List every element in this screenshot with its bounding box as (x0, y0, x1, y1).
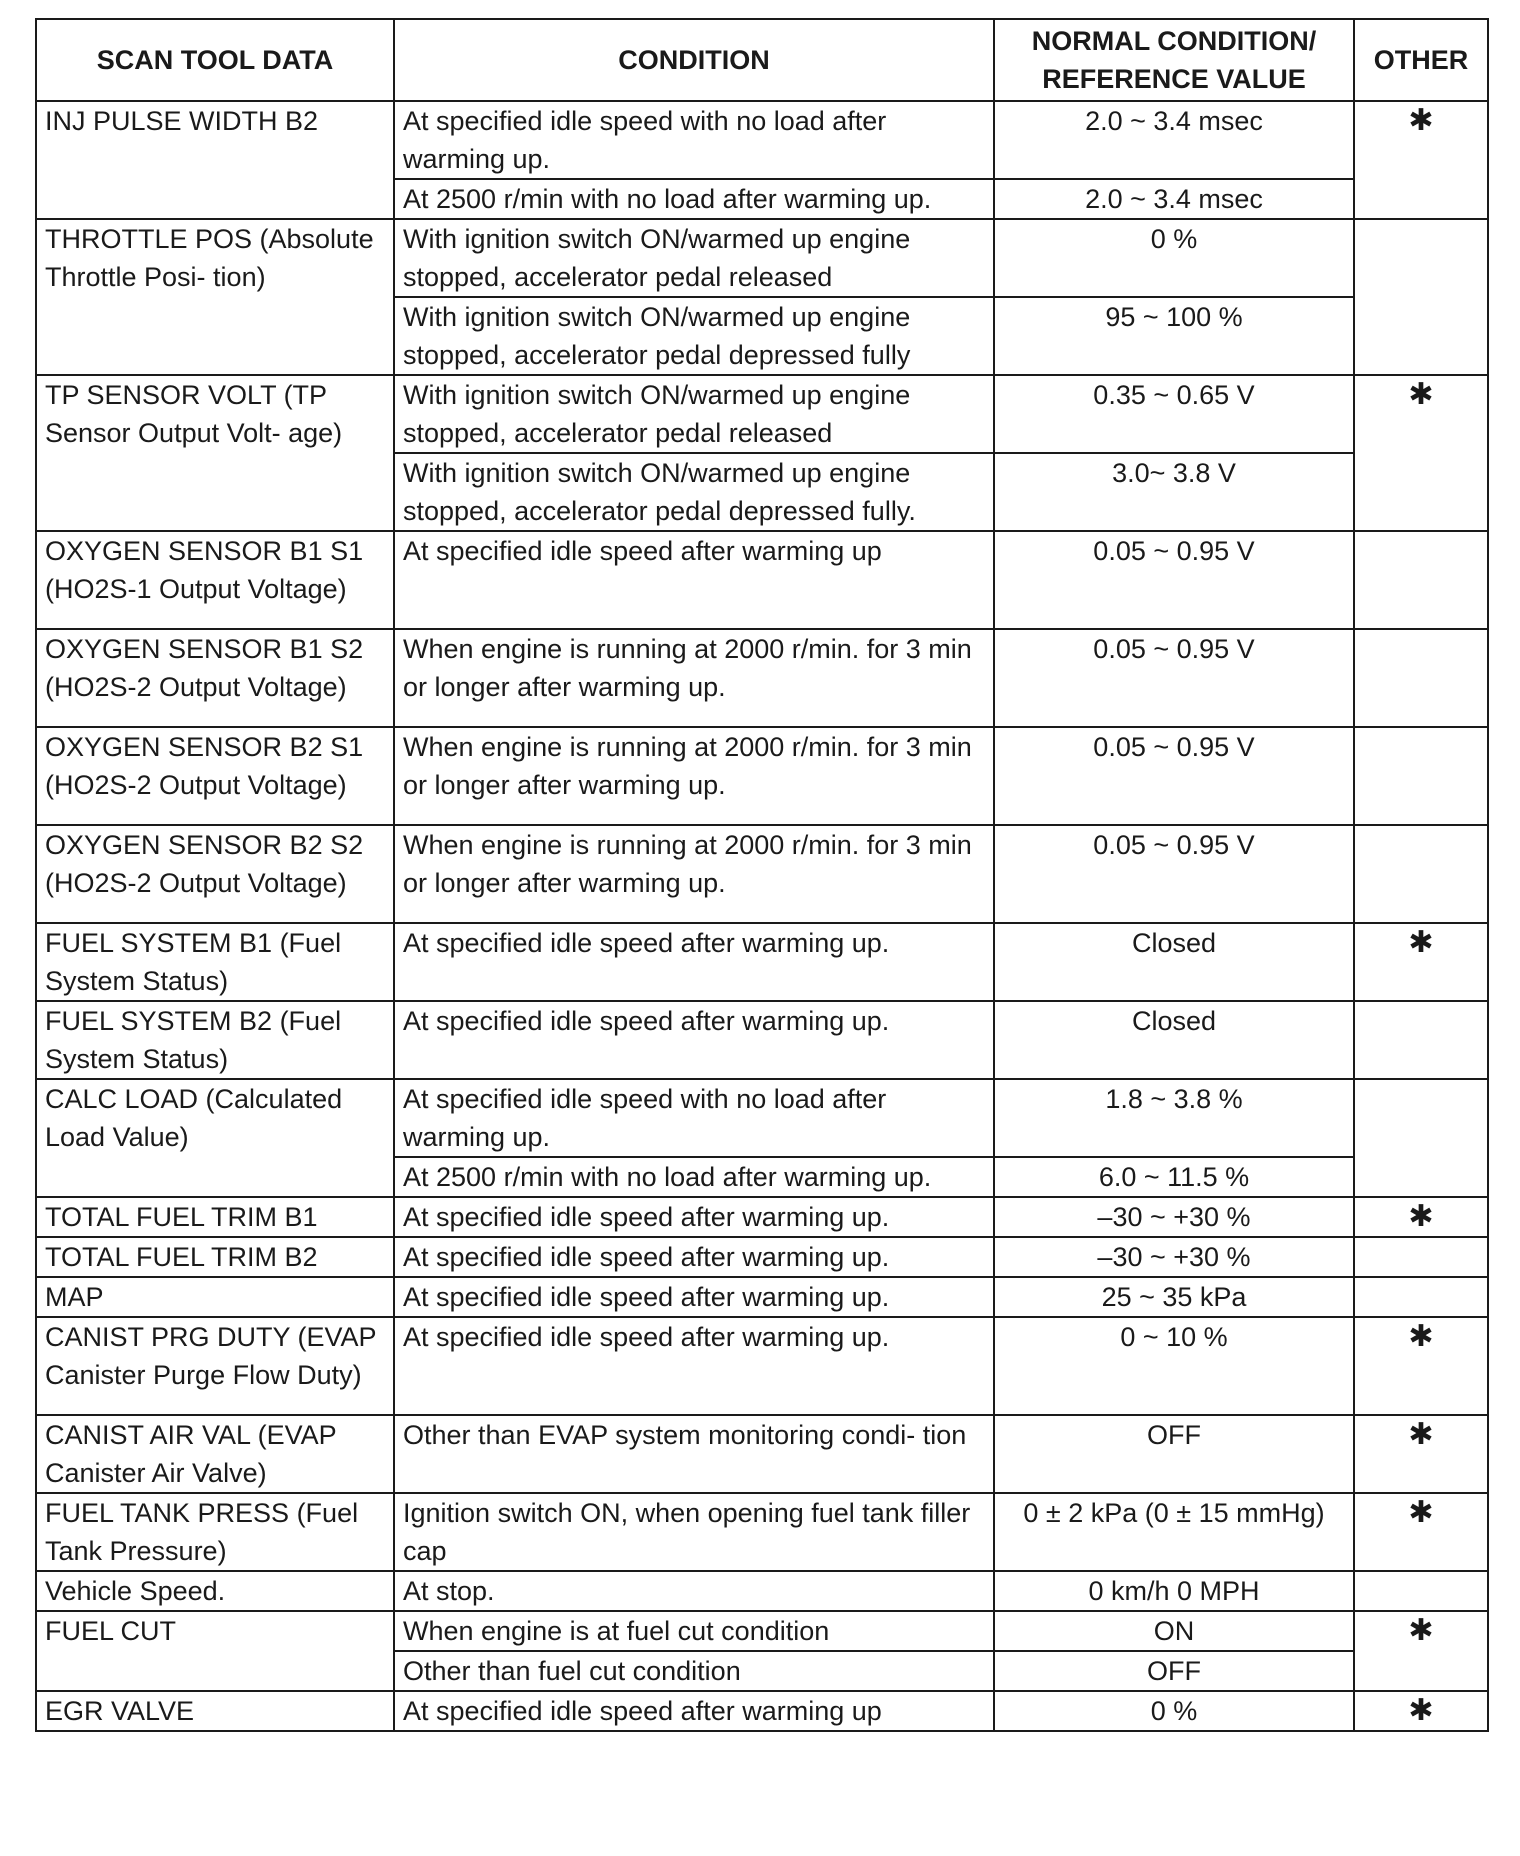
header-normal-line2: REFERENCE VALUE (1042, 64, 1306, 94)
scan-item: FUEL TANK PRESS (Fuel Tank Pressure) (36, 1493, 394, 1571)
other-mark (1354, 1237, 1488, 1277)
scan-item: FUEL SYSTEM B1 (Fuel System Status) (36, 923, 394, 1001)
scan-item: TP SENSOR VOLT (TP Sensor Output Volt- age) (36, 375, 394, 531)
condition-cell: At specified idle speed after warming up (394, 1691, 994, 1731)
reference-value: 0 % (994, 219, 1354, 297)
table-row (36, 1001, 1488, 1079)
reference-value: 0 % (994, 1691, 1354, 1731)
other-mark: ✱ (1354, 101, 1488, 219)
reference-value: 6.0 ~ 11.5 % (994, 1157, 1354, 1197)
other-mark: ✱ (1354, 1493, 1488, 1571)
condition-cell: With ignition switch ON/warmed up engine stopped, accelerator pedal depressed fully. (394, 453, 994, 531)
header-row (36, 19, 1488, 101)
scan-item: TOTAL FUEL TRIM B1 (36, 1197, 394, 1237)
other-mark: ✱ (1354, 1691, 1488, 1731)
header-normal-condition (994, 19, 1354, 101)
scan-item: FUEL CUT (36, 1611, 394, 1691)
reference-value: 0.05 ~ 0.95 V (994, 727, 1354, 825)
reference-value: OFF (994, 1415, 1354, 1493)
scan-item: CANIST AIR VAL (EVAP Canister Air Valve) (36, 1415, 394, 1493)
reference-value: 2.0 ~ 3.4 msec (994, 179, 1354, 219)
table-header (36, 19, 1488, 101)
other-mark (1354, 531, 1488, 629)
reference-value: 0 km/h 0 MPH (994, 1571, 1354, 1611)
other-mark (1354, 1001, 1488, 1079)
table-row (36, 531, 1488, 629)
table-row (36, 1611, 1488, 1651)
table-row (36, 101, 1488, 179)
reference-value: 3.0~ 3.8 V (994, 453, 1354, 531)
scan-item: OXYGEN SENSOR B2 S1 (HO2S-2 Output Voltage) (36, 727, 394, 825)
reference-value: Closed (994, 923, 1354, 1001)
other-mark (1354, 629, 1488, 727)
other-mark (1354, 825, 1488, 923)
scan-item: CANIST PRG DUTY (EVAP Canister Purge Flow Duty) (36, 1317, 394, 1415)
other-mark (1354, 727, 1488, 825)
condition-cell: At specified idle speed after warming up. (394, 1001, 994, 1079)
other-mark: ✱ (1354, 1611, 1488, 1691)
scan-item: FUEL SYSTEM B2 (Fuel System Status) (36, 1001, 394, 1079)
header-condition: CONDITION (394, 19, 994, 101)
condition-cell: Other than fuel cut condition (394, 1651, 994, 1691)
table-row (36, 1691, 1488, 1731)
other-mark: ✱ (1354, 375, 1488, 531)
other-mark (1354, 1571, 1488, 1611)
table-row (36, 375, 1488, 453)
table-row (36, 1571, 1488, 1611)
table-row (36, 1277, 1488, 1317)
condition-cell: With ignition switch ON/warmed up engine stopped, accelerator pedal released (394, 375, 994, 453)
header-normal-line1: NORMAL CONDITION/ (1031, 26, 1317, 56)
condition-cell: At specified idle speed after warming up. (394, 1317, 994, 1415)
reference-value: –30 ~ +30 % (994, 1237, 1354, 1277)
condition-cell: With ignition switch ON/warmed up engine stopped, accelerator pedal depressed fully (394, 297, 994, 375)
table-row (36, 825, 1488, 923)
condition-cell: At specified idle speed after warming up. (394, 1237, 994, 1277)
table-row (36, 629, 1488, 727)
reference-value: 95 ~ 100 % (994, 297, 1354, 375)
condition-cell: At stop. (394, 1571, 994, 1611)
table-row (36, 1237, 1488, 1277)
other-mark: ✱ (1354, 923, 1488, 1001)
scan-item: OXYGEN SENSOR B1 S2 (HO2S-2 Output Voltage) (36, 629, 394, 727)
reference-value: ON (994, 1611, 1354, 1651)
scan-item: MAP (36, 1277, 394, 1317)
condition-cell: With ignition switch ON/warmed up engine stopped, accelerator pedal released (394, 219, 994, 297)
scan-item: Vehicle Speed. (36, 1571, 394, 1611)
condition-cell: At specified idle speed with no load after warming up. (394, 101, 994, 179)
table-body (36, 101, 1488, 1731)
condition-cell: At 2500 r/min with no load after warming up. (394, 1157, 994, 1197)
scan-tool-data-table (35, 18, 1489, 1732)
table-row (36, 923, 1488, 1001)
reference-value: 0.05 ~ 0.95 V (994, 825, 1354, 923)
other-mark (1354, 1079, 1488, 1197)
reference-value: OFF (994, 1651, 1354, 1691)
table-row (36, 1317, 1488, 1415)
reference-value: 0 ± 2 kPa (0 ± 15 mmHg) (994, 1493, 1354, 1571)
table-row (36, 1197, 1488, 1237)
condition-cell: At specified idle speed after warming up (394, 531, 994, 629)
scan-item: OXYGEN SENSOR B1 S1 (HO2S-1 Output Voltage) (36, 531, 394, 629)
header-scan-tool-data: SCAN TOOL DATA (36, 19, 394, 101)
scan-item: THROTTLE POS (Absolute Throttle Posi- tion) (36, 219, 394, 375)
reference-value: 0.35 ~ 0.65 V (994, 375, 1354, 453)
condition-cell: When engine is running at 2000 r/min. for 3 min or longer after warming up. (394, 825, 994, 923)
header-other: OTHER (1354, 19, 1488, 101)
condition-cell: Other than EVAP system monitoring condi- tion (394, 1415, 994, 1493)
table-row (36, 219, 1488, 297)
table-row (36, 727, 1488, 825)
scan-item: INJ PULSE WIDTH B2 (36, 101, 394, 219)
condition-cell: When engine is running at 2000 r/min. for 3 min or longer after warming up. (394, 727, 994, 825)
scan-item: TOTAL FUEL TRIM B2 (36, 1237, 394, 1277)
condition-cell: At specified idle speed after warming up. (394, 1277, 994, 1317)
condition-cell: At specified idle speed after warming up. (394, 923, 994, 1001)
scan-item: OXYGEN SENSOR B2 S2 (HO2S-2 Output Voltage) (36, 825, 394, 923)
condition-cell: At 2500 r/min with no load after warming up. (394, 179, 994, 219)
reference-value: 0.05 ~ 0.95 V (994, 531, 1354, 629)
condition-cell: At specified idle speed with no load after warming up. (394, 1079, 994, 1157)
scan-item: EGR VALVE (36, 1691, 394, 1731)
condition-cell: At specified idle speed after warming up. (394, 1197, 994, 1237)
table-row (36, 1493, 1488, 1571)
condition-cell: When engine is running at 2000 r/min. for 3 min or longer after warming up. (394, 629, 994, 727)
reference-value: 0 ~ 10 % (994, 1317, 1354, 1415)
scan-item: CALC LOAD (Calculated Load Value) (36, 1079, 394, 1197)
table-row (36, 1079, 1488, 1157)
reference-value: 0.05 ~ 0.95 V (994, 629, 1354, 727)
reference-value: 2.0 ~ 3.4 msec (994, 101, 1354, 179)
table-row (36, 1415, 1488, 1493)
other-mark (1354, 1277, 1488, 1317)
reference-value: 1.8 ~ 3.8 % (994, 1079, 1354, 1157)
other-mark: ✱ (1354, 1415, 1488, 1493)
other-mark (1354, 219, 1488, 375)
reference-value: Closed (994, 1001, 1354, 1079)
condition-cell: When engine is at fuel cut condition (394, 1611, 994, 1651)
reference-value: 25 ~ 35 kPa (994, 1277, 1354, 1317)
other-mark: ✱ (1354, 1197, 1488, 1237)
other-mark: ✱ (1354, 1317, 1488, 1415)
reference-value: –30 ~ +30 % (994, 1197, 1354, 1237)
condition-cell: Ignition switch ON, when opening fuel tank filler cap (394, 1493, 994, 1571)
